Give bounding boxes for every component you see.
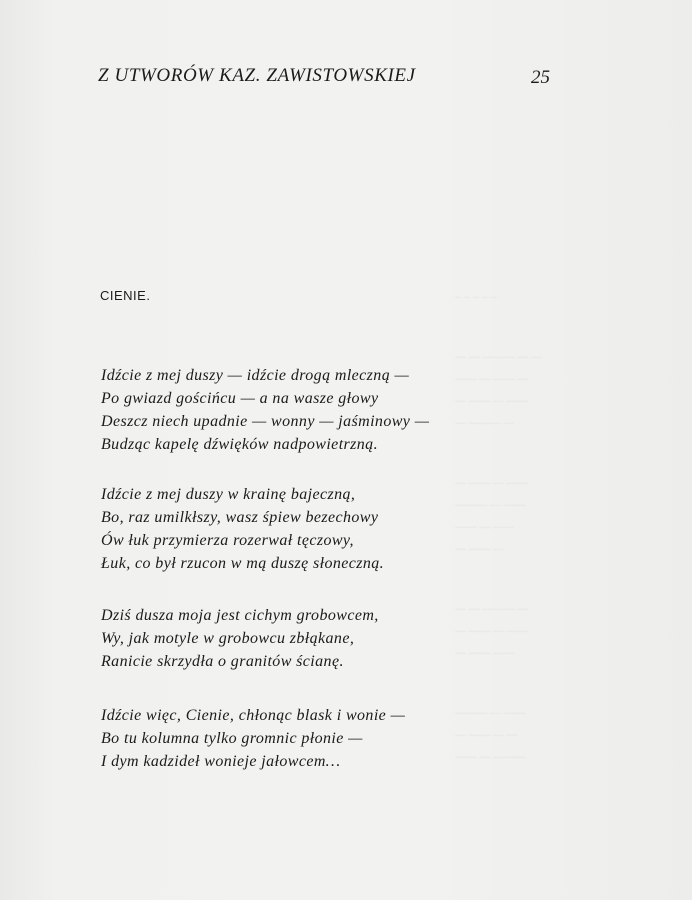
stanza xyxy=(101,483,384,575)
poem-line: Po gwiazd gościńcu — a na wasze głowy xyxy=(101,390,379,407)
poem-title: CIENIE. xyxy=(100,288,151,303)
poem-line: Budząc kapelę dźwięków nadpowietrzną. xyxy=(101,436,378,453)
poem-line: Deszcz niech upadnie — wonny — jaśminowy — xyxy=(101,413,430,430)
poem-line: Idźcie więc, Cienie, chłonąc blask i wonie — xyxy=(101,707,406,724)
running-title: Z UTWORÓW KAZ. ZAWISTOWSKIEJ xyxy=(98,65,416,86)
stanza xyxy=(101,704,405,773)
poem-line: Ów łuk przymierza rozerwał tęczowy, xyxy=(101,532,354,549)
stanza xyxy=(101,604,379,673)
poem-line: Wy, jak motyle w grobowcu zbłąkane, xyxy=(101,630,355,647)
page-header xyxy=(98,65,558,95)
page-number: 25 xyxy=(531,67,550,88)
poem-line: Ranicie skrzydła o granitów ścianę. xyxy=(101,653,344,670)
show-through-text: ‒ ‒ ‒ ‒ ‒ — — ——— — — —— — —— — — —— — —— — ——— — — —— — —— ——— — —— —— — —— — —— — — — ——— — — —— — —— — —— —— ——— — —— — —— — — —— — ——— xyxy=(455,289,542,763)
poem-line: I dym kadzideł wonieje jałowcem… xyxy=(101,753,341,770)
poem-line: Idźcie z mej duszy w krainę bajeczną, xyxy=(101,486,356,503)
poem-line: Bo tu kolumna tylko gromnic płonie — xyxy=(101,730,363,747)
poem-line: Bo, raz umilkłszy, wasz śpiew bezechowy xyxy=(101,509,379,526)
poem-line: Łuk, co był rzucon w mą duszę słoneczną. xyxy=(101,555,385,572)
poem-line: Idźcie z mej duszy — idźcie drogą mleczną — xyxy=(101,367,410,384)
stanza xyxy=(101,364,429,456)
poem-line: Dziś dusza moja jest cichym grobowcem, xyxy=(101,607,379,624)
